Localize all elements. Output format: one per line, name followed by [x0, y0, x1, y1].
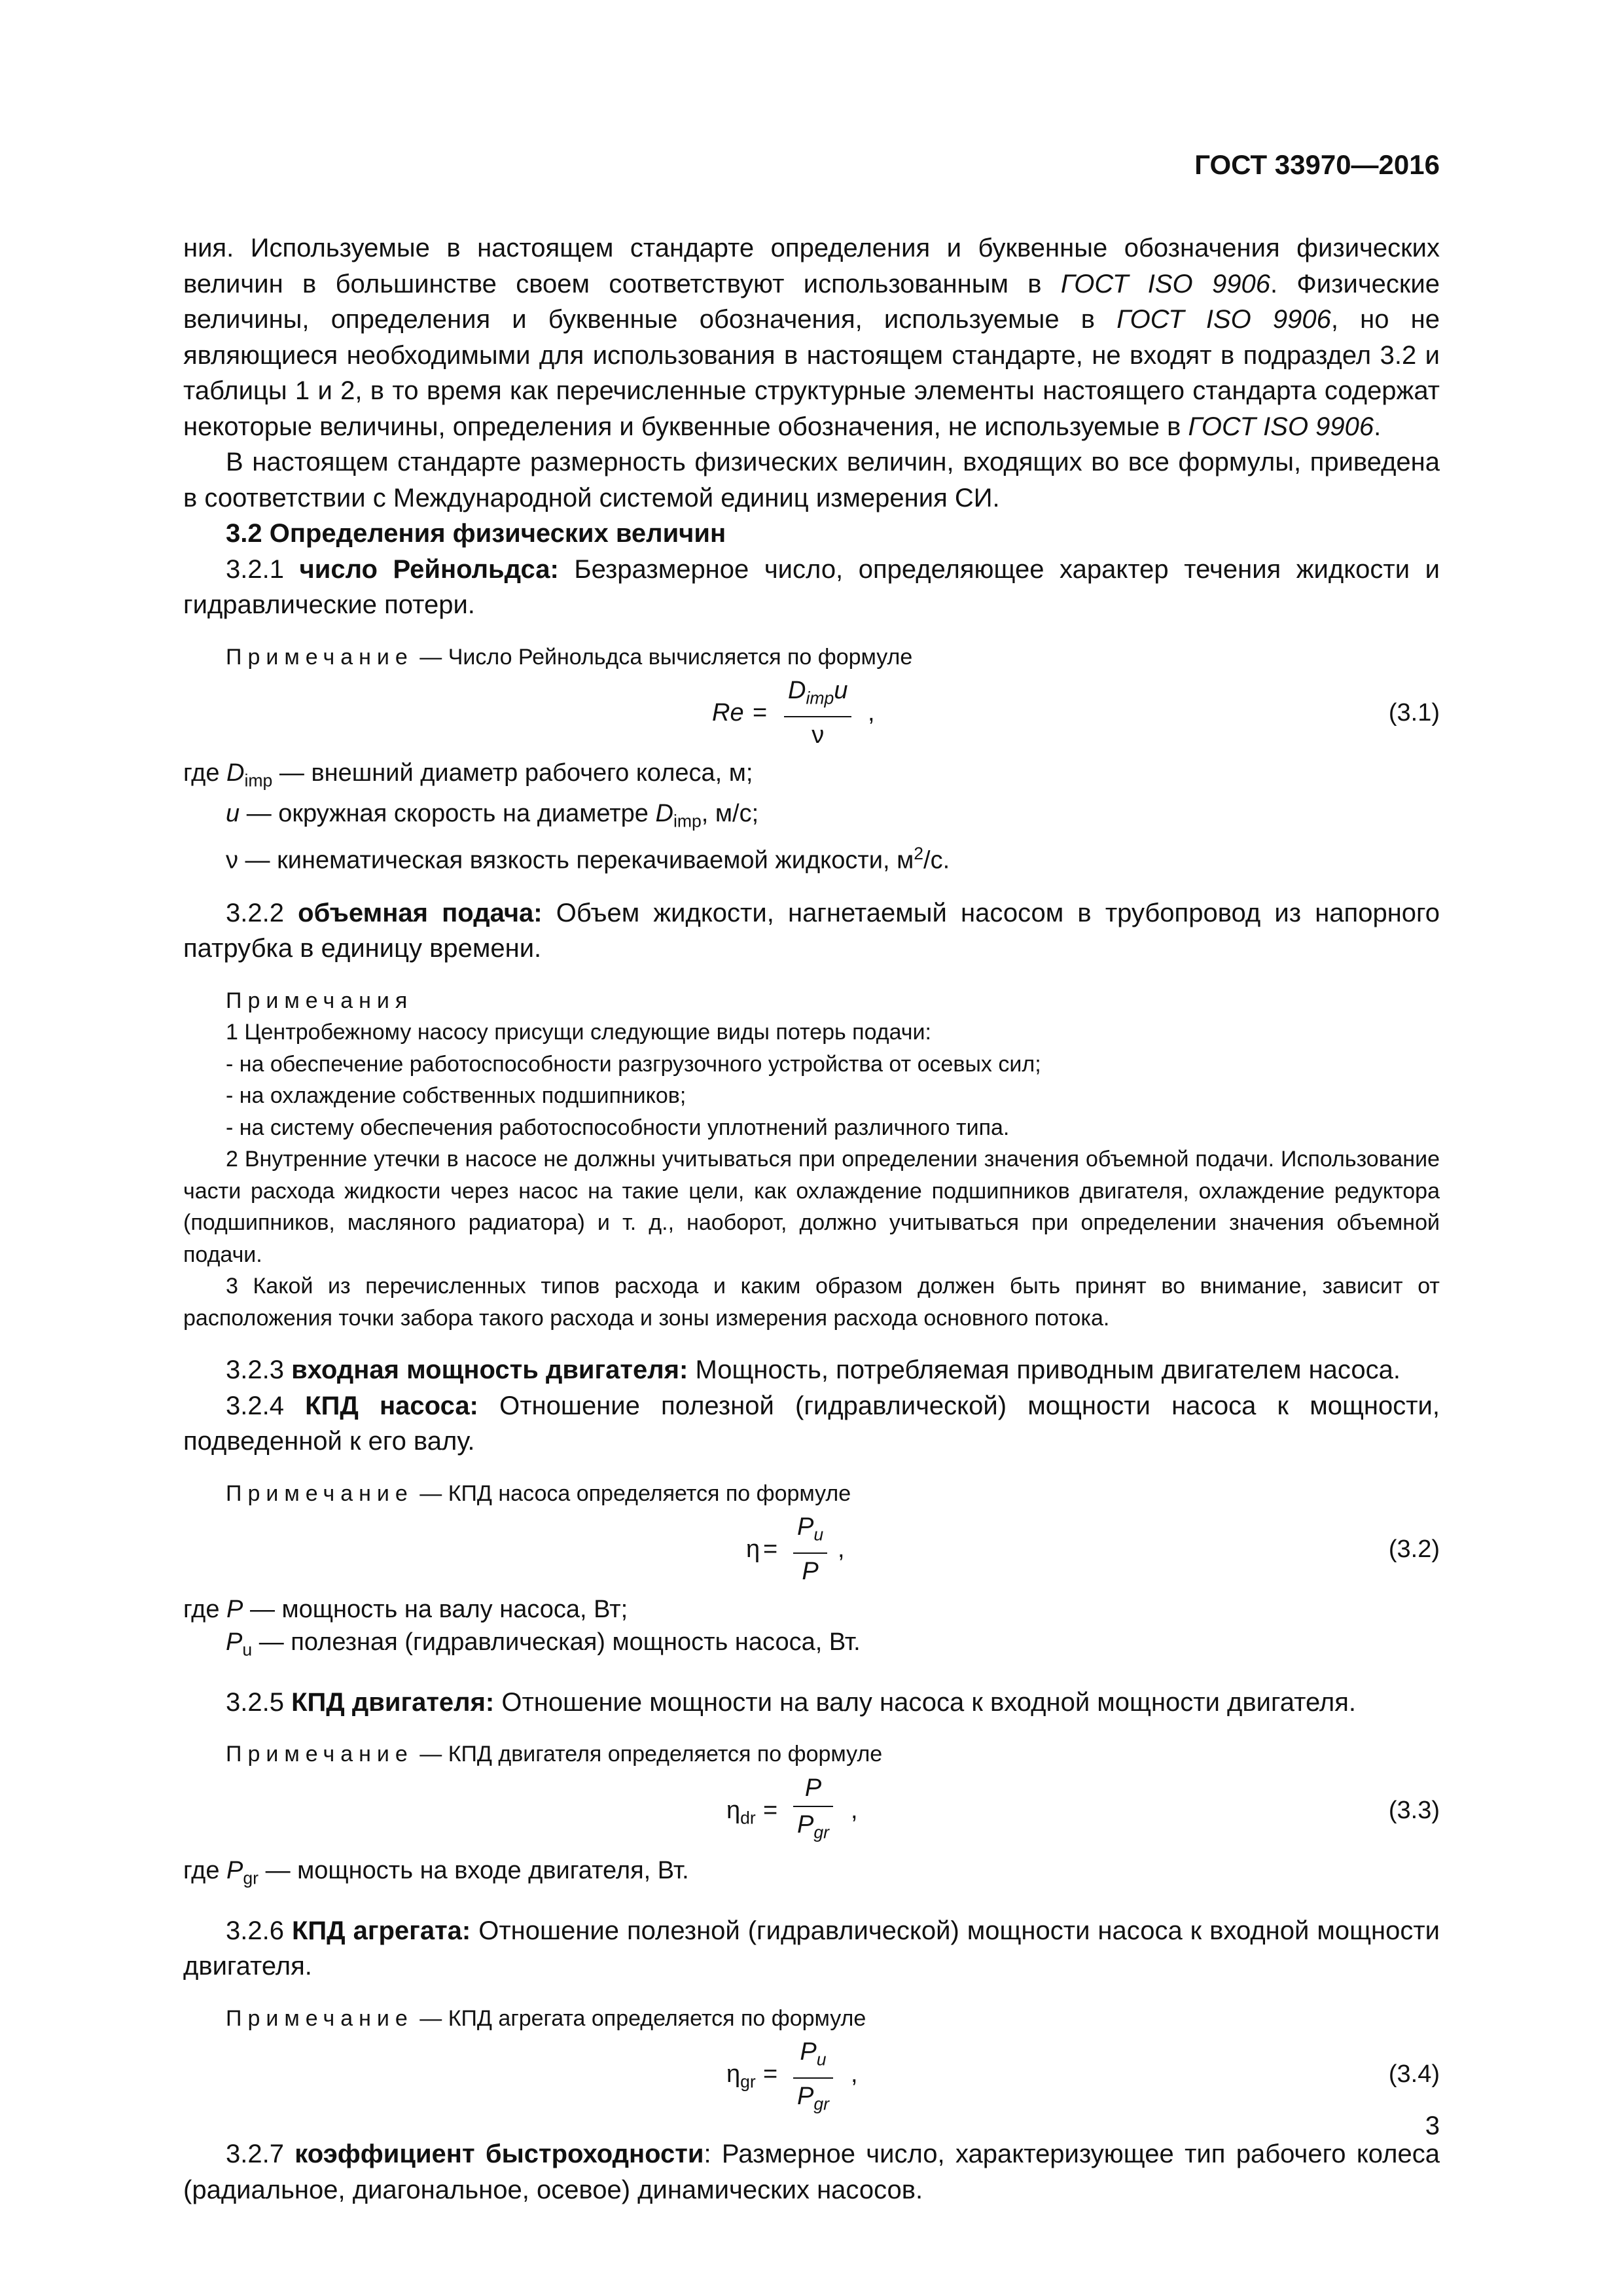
- note-3-2-5: Примечание — КПД двигателя определяется по формуле: [226, 1742, 883, 1767]
- note-item-1c: - на систему обеспечения работоспособности уплотнений различного типа.: [226, 1115, 1010, 1140]
- intro-paragraph: ния. Используемые в настоящем стандарте определения и буквенные обозначения физических величин в большинстве своем соответствуют использованным в ГОСТ ISO 9906. Физические величины, определения и буквенные обозначения, используемые в ГОСТ ISO 9906, но не являющиеся необходимыми для использования в настоящем стандарте, не входят в подраздел 3.2 и таблицы 1 и 2, в то время как перечисленные структурные элементы настоящего стандарта содержат некоторые величины, определения и буквенные обозначения, не используемые в ГОСТ ISO 9906.: [183, 234, 1440, 441]
- clause-3-2-2: 3.2.2 объемная подача: Объем жидкости, нагнетаемый насосом в трубопровод из напорного патрубка в единицу времени.: [183, 898, 1440, 963]
- formula-number-3-3: (3.3): [1388, 1796, 1440, 1824]
- note-item-3: 3 Какой из перечисленных типов расхода и каким образом должен быть принят во внимание, зависит от расположения точки забора такого расхода и зоны измерения расхода основного потока.: [183, 1274, 1440, 1331]
- where-block-3-2-1: где $D_{imp}$ — внешний диаметр рабочего колеса, м; u — окружная скорость на диаметре $D_{imp}$, м/с; ν — кинематическая вязкость перекачиваемой жидкости, $м^2/с$.: [183, 759, 950, 874]
- formula-3-1: Re = $D_{imp}u$ ν , (3.1): [712, 677, 1440, 749]
- page-number: 3: [1425, 2111, 1440, 2140]
- formula-number-3-4: (3.4): [1388, 2060, 1440, 2089]
- notes-heading-3-2-2: Примечания: [226, 988, 414, 1013]
- formula-3-2: η = $P_u$ P , (3.2): [746, 1513, 1440, 1586]
- clause-3-2-4: 3.2.4 КПД насоса: Отношение полезной (гидравлической) мощности насоса к мощности, подведенной к его валу.: [183, 1391, 1440, 1456]
- formula-3-4: $\eta_{gr}$ = $P_u$ $P_{gr}$ , (3.4): [726, 2038, 1440, 2114]
- note-3-2-1: Примечание — Число Рейнольдса вычисляется по формуле: [226, 644, 913, 670]
- formula-3-3: $\eta_{dr}$ = P $P_{gr}$ , (3.3): [726, 1774, 1440, 1843]
- clause-3-2-5: 3.2.5 КПД двигателя: Отношение мощности на валу насоса к входной мощности двигателя.: [226, 1687, 1356, 1717]
- note-item-1b: - на охлаждение собственных подшипников;: [226, 1083, 687, 1109]
- note-item-1: 1 Центробежному насосу присущи следующие виды потерь подачи:: [226, 1020, 931, 1045]
- document-code: ГОСТ 33970—2016: [1194, 149, 1440, 180]
- clause-3-2-1: 3.2.1 число Рейнольдса: Безразмерное число, определяющее характер течения жидкости и гидравлические потери.: [183, 554, 1440, 619]
- formula-number-3-2: (3.2): [1388, 1535, 1440, 1564]
- note-item-1a: - на обеспечение работоспособности разгрузочного устройства от осевых сил;: [226, 1051, 1041, 1077]
- where-block-3-2-5: где $P_{gr}$ — мощность на входе двигателя, Вт.: [183, 1856, 689, 1888]
- note-item-2: 2 Внутренние утечки в насосе не должны учитываться при определении значения объемной подачи. Использование части расхода жидкости через насос на такие цели, как охлаждение подшипников двигателя, охлаждение редуктора (подшипников, масляного радиатора) и т. д., наоборот, должно учитываться при определении значения объемной подачи.: [183, 1147, 1440, 1267]
- clause-3-2-6: 3.2.6 КПД агрегата: Отношение полезной (гидравлической) мощности насоса к входной мощности двигателя.: [183, 1916, 1440, 1981]
- clause-3-2-3: 3.2.3 входная мощность двигателя: Мощность, потребляемая приводным двигателем насоса.: [226, 1355, 1400, 1385]
- page-content: [183, 230, 1440, 2208]
- note-3-2-4: Примечание — КПД насоса определяется по формуле: [226, 1480, 851, 1506]
- note-3-2-6: Примечание — КПД агрегата определяется по формуле: [226, 2005, 866, 2031]
- formula-number-3-1: (3.1): [1388, 699, 1440, 726]
- where-block-3-2-4: где P — мощность на валу насоса, Вт; $P_u$ — полезная (гидравлическая) мощность насоса, Вт.: [183, 1596, 861, 1660]
- clause-3-2-7: 3.2.7 коэффициент быстроходности: Размерное число, характеризующее тип рабочего колеса (радиальное, диагональное, осевое) динамических насосов.: [183, 2140, 1440, 2204]
- si-units-paragraph: В настоящем стандарте размерность физических величин, входящих во все формулы, приведена в соответствии с Международной системой единиц измерения СИ.: [183, 448, 1440, 512]
- section-title: 3.2 Определения физических величин: [226, 519, 726, 548]
